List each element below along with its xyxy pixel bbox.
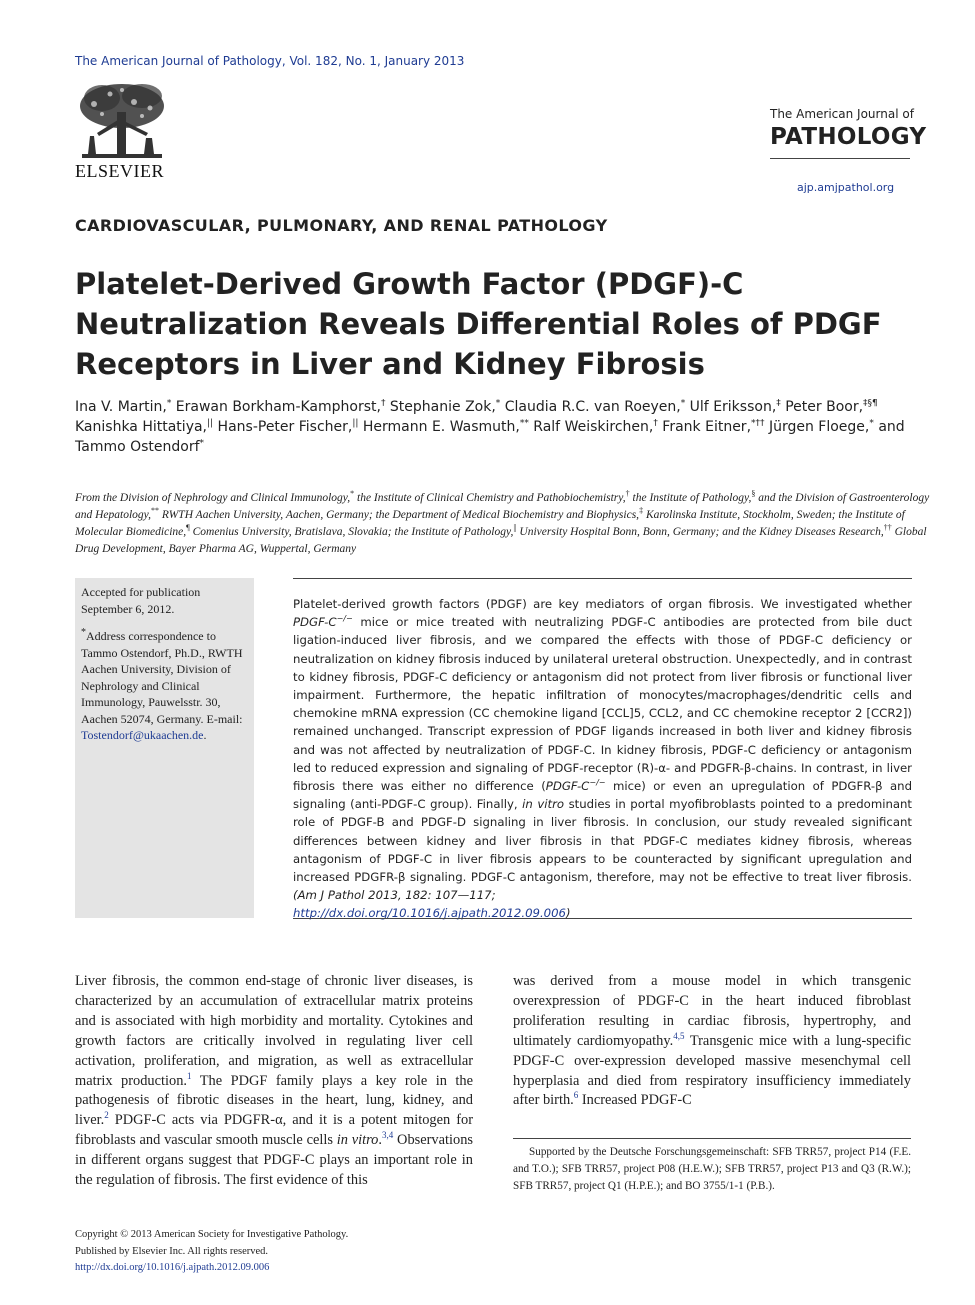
journal-name-small: The American Journal of (770, 107, 914, 121)
affiliation-mark: ¶ (186, 523, 190, 533)
author-list (75, 397, 935, 457)
author-name: Jürgen Floege, (768, 419, 870, 435)
abstract-genotype: PDGF-C (293, 615, 337, 630)
abstract-citation: (Am J Pathol 2013, 182: 107—117; (293, 888, 496, 903)
author-affiliation-mark: ‡ (776, 398, 781, 409)
body-text: Liver fibrosis, the common end-stage of chronic liver diseases, is characterized by an accumulation of extracellular matrix proteins and is associated with high morbidity and mortality. Cytokines and growth factors are critically involved in regulating liver cell activation, proliferation, and migration, as well as extracellular matrix production. (75, 973, 473, 1089)
footnote-text: Supported by the Deutsche Forschungsgemeinschaft: SFB TRR57, project P14 (F.E. and T.O.); SFB TRR57, project P08 (H.E.W.); SFB TRR57, project P13 and Q3 (R.W.); SFB TRR57, project Q1 (H.P.E.); and BO 3755/1-1 (P.B.). (513, 1146, 911, 1192)
author-affiliation-mark: * (166, 398, 172, 409)
article-info-sidebar (75, 578, 254, 918)
affiliation-text: Karolinska Institute, Stockholm, Sweden; the Institute of Molecular Biomedicine, (75, 509, 905, 538)
affiliation-mark: * (350, 489, 355, 499)
abstract-text (293, 595, 912, 923)
section-heading: CARDIOVASCULAR, PULMONARY, AND RENAL PATHOLOGY (75, 216, 608, 235)
accepted-date: Accepted for publication September 6, 2012. (81, 585, 201, 616)
affiliation-mark: †† (883, 523, 892, 533)
correspondence-mark: * (81, 627, 86, 638)
author-name: Ralf Weiskirchen, (533, 419, 654, 435)
affiliation-text: Global Drug Development, Bayer Pharma AG, Wuppertal, Germany (75, 526, 927, 555)
body-italic: in vitro (336, 1132, 379, 1149)
copyright-doi-link[interactable]: http://dx.doi.org/10.1016/j.ajpath.2012.09.006 (75, 1262, 270, 1273)
author-affiliation-mark: * (680, 398, 686, 409)
body-column-left (75, 972, 473, 1191)
affiliation-text: University Hospital Bonn, Bonn, Germany; and the Kidney Diseases Research, (519, 526, 884, 538)
affiliation-text: the Institute of Pathology, (632, 492, 752, 504)
author-affiliation-mark: * (199, 438, 205, 449)
reference-link[interactable]: 6 (573, 1090, 579, 1101)
affiliation-text: and the Division of Gastroenterology and Hepatology, (75, 492, 930, 521)
footnote-rule (513, 1138, 911, 1139)
author-name: Frank Eitner, (662, 419, 752, 435)
affiliation-text: Comenius University, Bratislava, Slovakia; the Institute of Pathology, (192, 526, 514, 538)
abstract-doi-link[interactable]: http://dx.doi.org/10.1016/j.ajpath.2012.09.006 (293, 906, 566, 921)
affiliation-mark: § (751, 489, 756, 499)
author-name: Hermann E. Wasmuth, (362, 419, 520, 435)
abstract-genotype-sup: −/− (589, 778, 606, 788)
author-affiliation-mark: || (207, 418, 214, 429)
author-name: Stephanie Zok, (389, 399, 496, 415)
author-name: Ina V. Martin, (75, 399, 167, 415)
correspondence-block (81, 625, 248, 744)
affiliation-mark: || (513, 523, 517, 533)
copyright-block (75, 1227, 348, 1277)
abstract-in-vitro: in vitro (522, 797, 565, 812)
correspondence-text: Address correspondence to Tammo Ostendorf, Ph.D., RWTH Aachen University, Division of Nephrology and Clinical Immunology, Pauwelsstr. 30, Aachen 52074, Germany. E-mail: (81, 629, 243, 726)
author-name: Claudia R.C. van Roeyen, (504, 399, 681, 415)
reference-link[interactable]: 4,5 (673, 1030, 685, 1041)
article-title: Platelet-Derived Growth Factor (PDGF)-C Neutralization Reveals Differential Roles of PDGF Receptors in Liver and Kidney Fibrosis (75, 267, 882, 381)
affiliation-mark: ** (151, 506, 160, 516)
body-text: PDGF-C acts via PDGFR-α, and it is a potent mitogen for fibroblasts and vascular smooth muscle cells (75, 1112, 473, 1149)
abstract-bottom-rule (293, 918, 912, 919)
funding-footnote (513, 1144, 911, 1195)
abstract-part: mice) or even an upregulation of PDGFR-β and signaling (anti-PDGF-C group). Finally, (293, 779, 913, 812)
author-name: Ulf Eriksson, (689, 399, 777, 415)
journal-citation-line[interactable]: The American Journal of Pathology, Vol. 182, No. 1, January 2013 (75, 54, 465, 68)
author-affiliation-mark: || (352, 418, 359, 429)
abstract-part: studies in portal myofibroblasts pointed to a predominant role of PDGF-B and PDGF-D signaling in liver fibrosis. In conclusion, our study revealed significant differences between kidney and liver fibrosis in that PDGF-C mediates kidney fibrosis, whereas antagonism of PDGF-C in liver fibrosis appears to be counteracted by significant upregulation and increased PDGFR-β signaling. PDGF-C antagonism, therefore, may not be effective to treat liver fibrosis. (293, 797, 913, 885)
elsevier-wordmark: ELSEVIER (75, 161, 164, 181)
affiliation-mark: † (625, 489, 630, 499)
affiliation-text: From the Division of Nephrology and Clinical Immunology, (75, 492, 351, 504)
abstract-part: Platelet-derived growth factors (PDGF) are key mediators of organ fibrosis. We investigated whether (293, 597, 912, 611)
body-text: . (378, 1132, 382, 1149)
body-text: Transgenic mice with a lung-specific PDGF-C over-expression developed massive mesenchymal cell hyperplasia and died from respiratory insufficiency immediately after birth. (513, 1032, 912, 1109)
reference-link[interactable]: 2 (104, 1110, 109, 1121)
body-column-right (513, 972, 911, 1111)
author-affiliation-mark: *†† (751, 418, 765, 429)
affiliation-mark: ‡ (639, 506, 644, 516)
abstract-citation-end: ) (565, 906, 571, 921)
copyright-line: Copyright © 2013 American Society for Investigative Pathology. (75, 1229, 349, 1240)
journal-url-link[interactable]: ajp.amjpathol.org (797, 181, 895, 194)
journal-name-rule (770, 158, 910, 159)
author-name: and (878, 419, 905, 435)
affiliation-text: RWTH Aachen University, Aachen, Germany; the Department of Medical Biochemistry and Biophysics, (161, 509, 640, 521)
body-text: Observations in different organs suggest that PDGF-C plays an important role in the regulation of fibrosis. The first evidence of this (75, 1132, 473, 1189)
affiliation-text: the Institute of Clinical Chemistry and Pathobiochemistry, (357, 492, 626, 504)
author-affiliation-mark: * (495, 398, 501, 409)
email-period: . (203, 728, 207, 742)
affiliation-list (75, 490, 935, 558)
author-name: Kanishka Hittatiya, (75, 419, 208, 435)
author-name: Erawan Borkham-Kamphorst, (175, 399, 381, 415)
reference-link[interactable]: 3,4 (382, 1130, 394, 1141)
correspondence-email-link[interactable]: Tostendorf@ukaachen.de (81, 728, 204, 742)
abstract-genotype-sup: −/− (336, 614, 353, 624)
author-affiliation-mark: † (380, 398, 386, 409)
author-affiliation-mark: ‡§¶ (863, 398, 878, 409)
abstract-top-rule (293, 578, 912, 579)
abstract-part: mice or mice treated with neutralizing PDGF-C antibodies are protected from bile duct ligation-induced liver fibrosis, and we compared the effects with those of PDGF-C deficiency or neutralization on kidney fibrosis induced by unilateral ureteral obstruction. Unexpectedly, and in contrast to kidney fibrosis, PDGF-C deficiency or antagonism did not protect from liver fibrosis or functional liver impairment. Furthermore, the hepatic infiltration of monocytes/macrophages/dendritic cells and chemokine mRNA expression (CC chemokine ligand [CCL]5, CCL2, and CC chemokine receptor 2 [CCR2]) remained unchanged. Transcript expression of PDGF ligands increased in both liver and kidney fibrosis and was not affected by neutralization of PDGF-C. In kidney fibrosis, PDGF-C deficiency or antagonism led to reduced expression and signaling of PDGF-receptor (R)-α- and PDGFR-β-chains. In contrast, in liver fibrosis there was either no difference ( (293, 615, 912, 794)
journal-name-big: PATHOLOGY (770, 124, 927, 150)
publisher-line: Published by Elsevier Inc. All rights reserved. (75, 1245, 269, 1257)
author-affiliation-mark: * (869, 418, 874, 429)
abstract-genotype: PDGF-C (545, 779, 590, 794)
author-name: Tammo Ostendorf (75, 439, 200, 455)
author-affiliation-mark: † (653, 418, 658, 429)
body-text: Increased PDGF-C (581, 1092, 692, 1109)
author-affiliation-mark: ** (519, 418, 529, 429)
reference-link[interactable]: 1 (187, 1070, 192, 1081)
body-text: was derived from a mouse model in which transgenic overexpression of PDGF-C in the heart induced fibroblast proliferation resulting in cardiac fibrosis, hypertrophy, and ultimately cardiomyopathy. (513, 973, 911, 1049)
body-text: The PDGF family plays a key role in the pathogenesis of fibrotic diseases in the heart, lung, kidney, and liver. (75, 1072, 474, 1129)
author-name: Hans-Peter Fischer, (217, 419, 353, 435)
author-name: Peter Boor, (785, 399, 864, 415)
